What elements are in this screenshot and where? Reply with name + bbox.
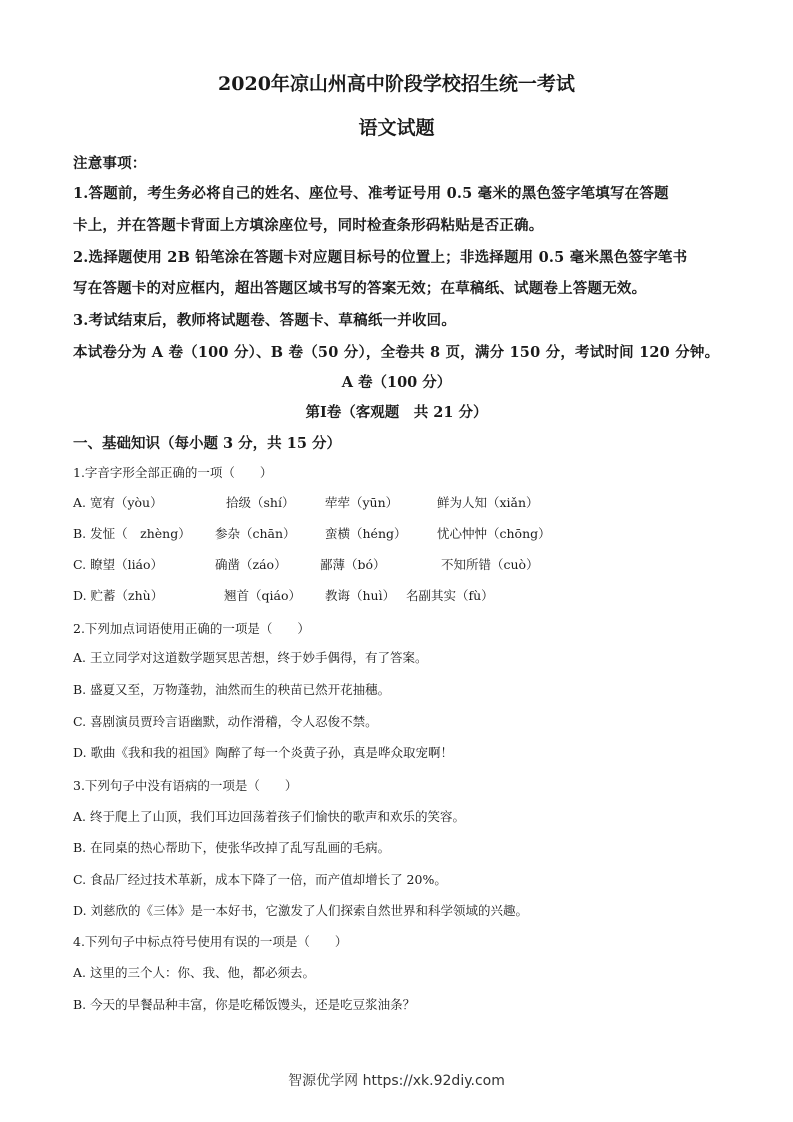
q4-option-a: A. 这里的三个人：你、我、他，都必须去。: [73, 965, 315, 980]
q3-option-b: B. 在同桌的热心帮助下，使张华改掉了乱写乱画的毛病。: [73, 840, 391, 855]
exam-subtitle: 语文试题: [358, 117, 435, 139]
notice-line: 1.答题前，考生务必将自己的姓名、座位号、准考证号用 0.5 毫米的黑色签字笔填写在答题: [73, 185, 669, 202]
q1-option-a-4: 鲜为人知（xiǎn）: [437, 495, 539, 510]
question-4-stem: 4.下列句子中标点符号使用有误的一项是（ ）: [73, 934, 348, 949]
q3-option-d: D. 刘慈欣的《三体》是一本好书，它激发了人们探索自然世界和科学领域的兴趣。: [73, 903, 529, 918]
q1-option-d-2: 翘首（qiáo）: [224, 588, 301, 603]
footer-watermark: 智源优学网 https://xk.92diy.com: [288, 1073, 505, 1089]
q1-option-a-1: A. 宽宥（yòu）: [73, 495, 163, 510]
question-1-stem: 1.字音字形全部正确的一项（ ）: [73, 465, 273, 480]
notice-line: 卡上，并在答题卡背面上方填涂座位号，同时检查条形码粘贴是否正确。: [73, 217, 544, 234]
notice-line: 本试卷分为 A 卷（100 分）、B 卷（50 分），全卷共 8 页，满分 150 分，考试时间 120 分钟。: [73, 344, 720, 361]
notice-line: 2.选择题使用 2B 铅笔涂在答题卡对应题目标号的位置上；非选择题用 0.5 毫米黑色签字笔书: [73, 249, 688, 266]
q1-option-c-3: 鄙薄（bó）: [320, 557, 386, 572]
q1-option-d-1: D. 贮蓄（zhù）: [73, 588, 164, 603]
q3-option-a: A. 终于爬上了山顶，我们耳边回荡着孩子们愉快的歌声和欢乐的笑容。: [73, 809, 465, 824]
q1-option-a-2: 拾级（shí）: [226, 495, 295, 510]
q1-option-b-2: 参杂（chān）: [215, 526, 296, 541]
basic-knowledge-heading: 一、基础知识（每小题 3 分，共 15 分）: [73, 435, 341, 452]
q1-option-a-3: 荦荦（yūn）: [325, 495, 399, 510]
notice-line: 写在答题卡的对应框内，超出答题区域书写的答案无效；在草稿纸、试题卷上答题无效。: [73, 280, 647, 297]
q1-option-c-4: 不知所错（cuò）: [441, 557, 539, 572]
notice-heading: 注意事项：: [73, 155, 147, 172]
part-a-heading: A 卷（100 分）: [341, 374, 452, 391]
q1-option-b-1: B. 发怔（ zhèng）: [73, 526, 191, 541]
q2-option-b: B. 盛夏又至，万物蓬勃，油然而生的秧苗已然开花抽穗。: [73, 682, 391, 697]
exam-title: 2020年凉山州高中阶段学校招生统一考试: [218, 73, 575, 95]
question-3-stem: 3.下列句子中没有语病的一项是（ ）: [73, 778, 298, 793]
q1-option-c-1: C. 瞭望（liáo）: [73, 557, 164, 572]
notice-line: 3.考试结束后，教师将试题卷、答题卡、草稿纸一并收回。: [73, 312, 457, 329]
q1-option-b-3: 蛮横（héng）: [325, 526, 407, 541]
question-2-stem: 2.下列加点词语使用正确的一项是（ ）: [73, 621, 310, 636]
q4-option-b: B. 今天的早餐品种丰富，你是吃稀饭馒头，还是吃豆浆油条？: [73, 997, 416, 1012]
q2-option-d: D. 歌曲《我和我的祖国》陶醉了每一个炎黄子孙，真是哗众取宠啊！: [73, 745, 454, 760]
q1-option-b-4: 忧心忡忡（chōng）: [437, 526, 551, 541]
section-1-heading: 第Ⅰ卷（客观题 共 21 分）: [305, 404, 488, 421]
q2-option-c: C. 喜剧演员贾玲言语幽默，动作滑稽，令人忍俊不禁。: [73, 714, 378, 729]
q1-option-c-2: 确凿（záo）: [215, 557, 287, 572]
q1-option-d-3: 教诲（huì）: [325, 588, 396, 603]
q3-option-c: C. 食品厂经过技术革新，成本下降了一倍，而产值却增长了 20%。: [73, 872, 447, 887]
q1-option-d-4: 名副其实（fù）: [406, 588, 494, 603]
q2-option-a: A. 王立同学对这道数学题冥思苦想，终于妙手偶得，有了答案。: [73, 650, 428, 665]
